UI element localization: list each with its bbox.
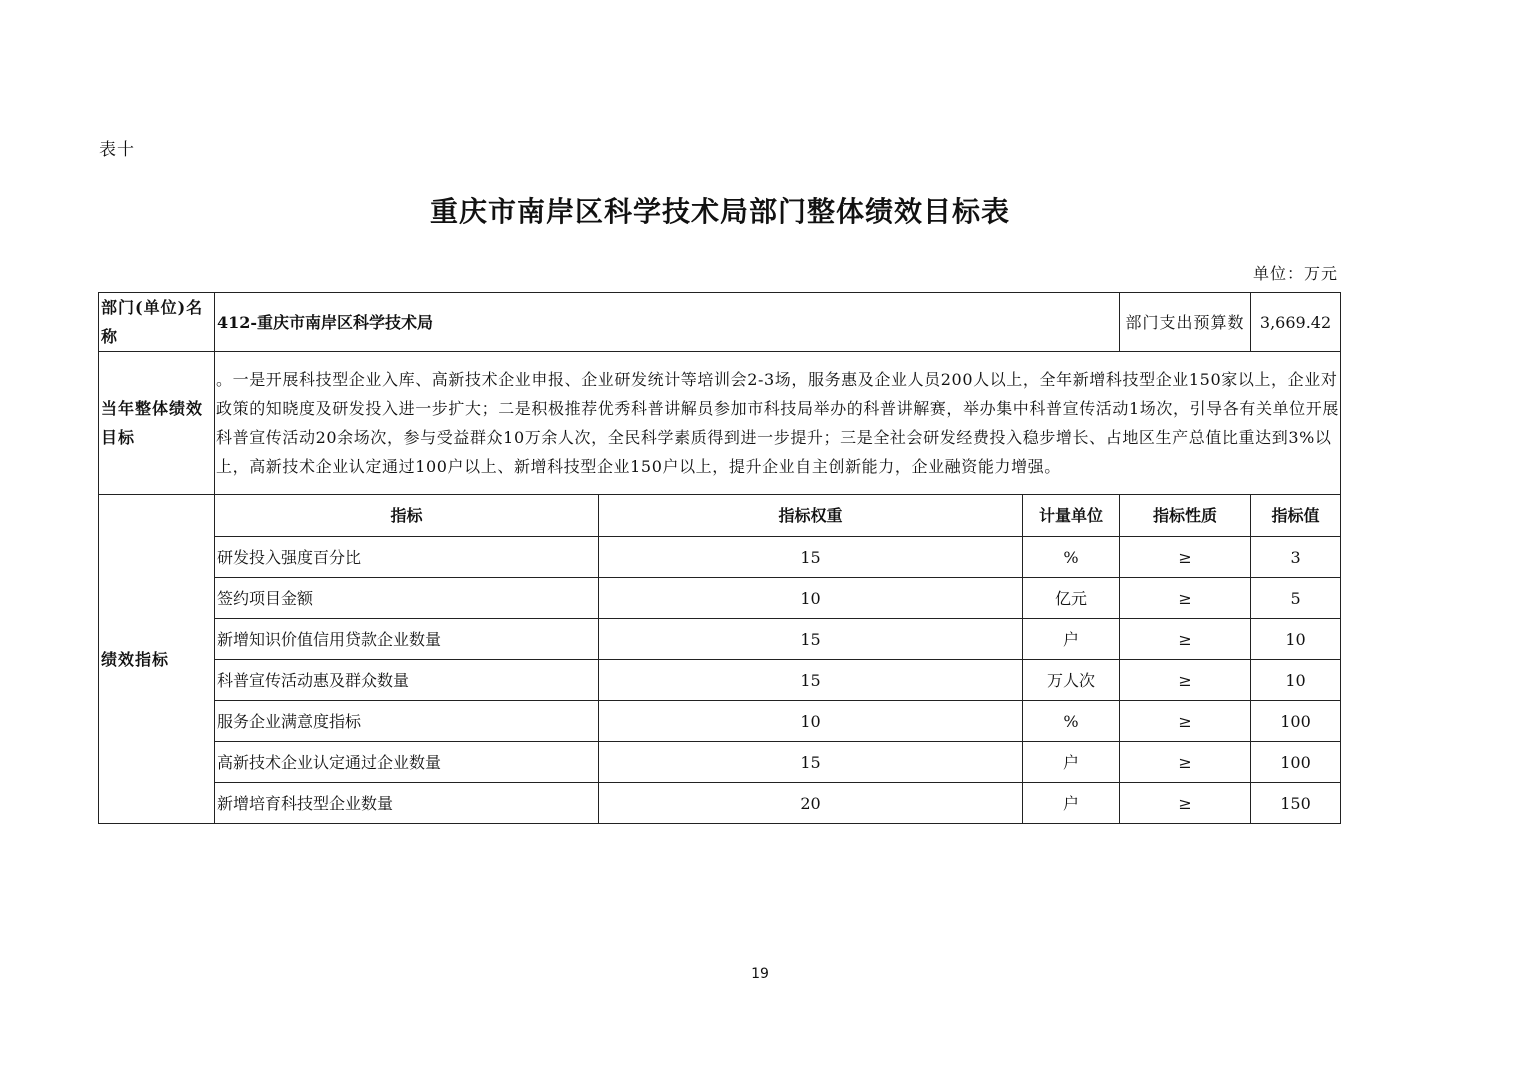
indicator-name: 签约项目金额 [215,578,599,619]
indicator-nature: ≥ [1120,619,1251,660]
indicator-value: 150 [1251,783,1341,824]
budget-label: 部门支出预算数 [1120,293,1251,352]
indicator-value: 100 [1251,701,1341,742]
indicator-nature: ≥ [1120,701,1251,742]
indicator-value: 10 [1251,660,1341,701]
indicator-weight: 10 [599,578,1023,619]
budget-value: 3,669.42 [1251,293,1341,352]
col-header-unit: 计量单位 [1023,495,1120,537]
indicator-unit: 户 [1023,619,1120,660]
indicator-name: 科普宣传活动惠及群众数量 [215,660,599,701]
page-title: 重庆市南岸区科学技术局部门整体绩效目标表 [429,195,1010,228]
indicator-weight: 15 [599,537,1023,578]
performance-target-table [98,292,1341,824]
goal-row [99,352,1341,495]
goal-text: 。一是开展科技型企业入库、高新技术企业申报、企业研发统计等培训会2-3场，服务惠及企业人员200人以上，全年新增科技型企业150家以上，企业对政策的知晓度及研发投入进一步扩大；二是积极推荐优秀科普讲解员参加市科技局举办的科普讲解赛，举办集中科普宣传活动1场次，引导各有关单位开展科普宣传活动20余场次，参与受益群众10万余人次，全民科学素质得到进一步提升；三是全社会研发经费投入稳步增长、占地区生产总值比重达到3%以上，高新技术企业认定通过100户以上、新增科技型企业150户以上，提升企业自主创新能力，企业融资能力增强。 [215,352,1341,495]
indicator-nature: ≥ [1120,537,1251,578]
indicator-nature: ≥ [1120,742,1251,783]
indicator-unit: % [1023,701,1120,742]
indicator-nature: ≥ [1120,783,1251,824]
indicator-weight: 15 [599,660,1023,701]
unit-note: 单位：万元 [1252,264,1338,283]
indicator-nature: ≥ [1120,660,1251,701]
indicator-unit: % [1023,537,1120,578]
col-header-value: 指标值 [1251,495,1341,537]
indicator-unit: 亿元 [1023,578,1120,619]
indicator-name: 研发投入强度百分比 [215,537,599,578]
indicator-weight: 15 [599,619,1023,660]
indicator-value: 10 [1251,619,1341,660]
table-label: 表十 [99,140,135,160]
indicator-nature: ≥ [1120,578,1251,619]
indicator-header-row [99,495,1341,537]
dept-row [99,293,1341,352]
indicator-weight: 15 [599,742,1023,783]
indicator-weight: 20 [599,783,1023,824]
indicator-value: 3 [1251,537,1341,578]
col-header-indicator: 指标 [215,495,599,537]
table-row [99,783,1341,824]
indicator-value: 100 [1251,742,1341,783]
indicator-value: 5 [1251,578,1341,619]
col-header-nature: 指标性质 [1120,495,1251,537]
table-row [99,578,1341,619]
indicators-label: 绩效指标 [99,495,215,824]
indicator-unit: 户 [1023,742,1120,783]
indicator-weight: 10 [599,701,1023,742]
goal-label: 当年整体绩效目标 [99,352,215,495]
col-header-weight: 指标权重 [599,495,1023,537]
table-row [99,537,1341,578]
indicator-name: 高新技术企业认定通过企业数量 [215,742,599,783]
dept-name-label: 部门(单位)名称 [99,293,215,352]
indicator-name: 新增知识价值信用贷款企业数量 [215,619,599,660]
indicator-name: 服务企业满意度指标 [215,701,599,742]
indicator-unit: 万人次 [1023,660,1120,701]
indicator-name: 新增培育科技型企业数量 [215,783,599,824]
indicator-unit: 户 [1023,783,1120,824]
page-number: 19 [751,966,769,982]
table-row [99,701,1341,742]
table-row [99,660,1341,701]
table-row [99,619,1341,660]
dept-name-value: 412-重庆市南岸区科学技术局 [215,293,1120,352]
table-row [99,742,1341,783]
